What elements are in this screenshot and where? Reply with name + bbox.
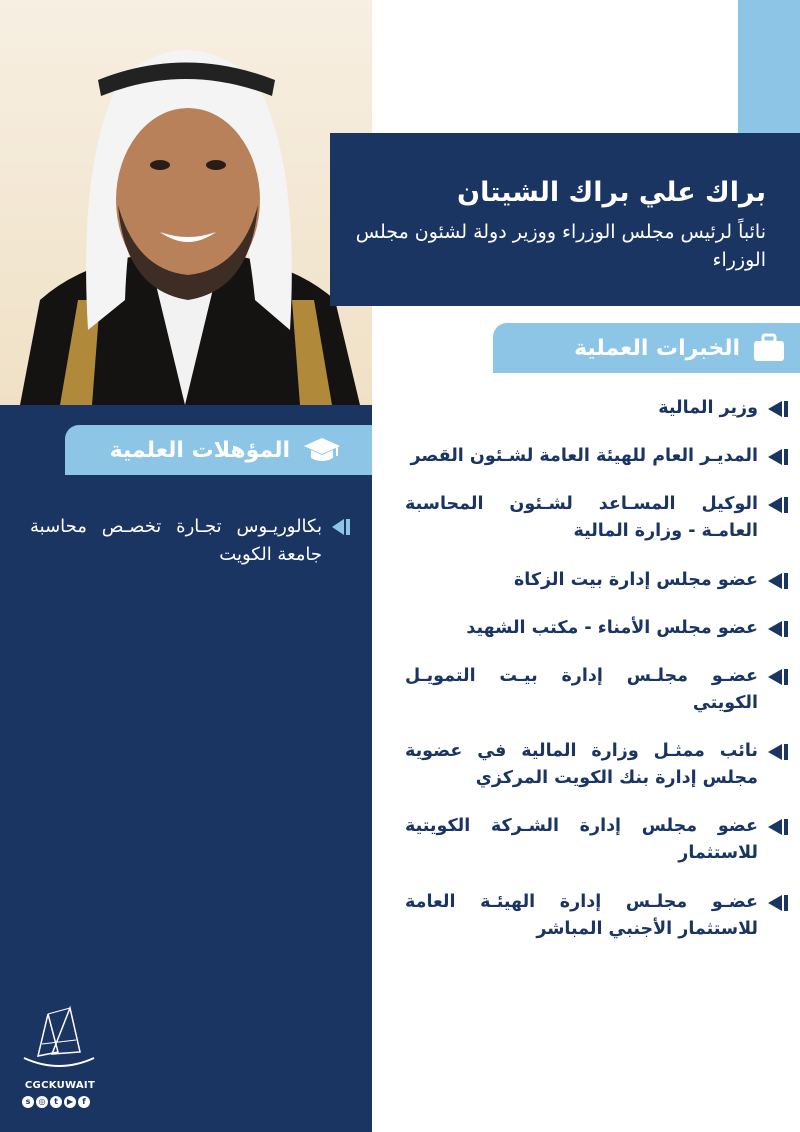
instagram-icon[interactable]: ◎ (36, 1096, 48, 1108)
triangle-bullet-icon (766, 668, 790, 686)
qualification-item: بكالوريـوس تجـارة تخصـص محاسبة جامعة الكويت (30, 516, 322, 565)
experience-header (493, 323, 800, 373)
experience-item: عضو مجلس إدارة بيت الزكاة (513, 569, 758, 590)
experience-item: عضـو مجلـس إدارة بيـت التمويـل الكويتي (405, 665, 758, 713)
graduation-cap-icon (302, 435, 342, 465)
experience-item: المديـر العام للهيئة العامة لشـئون القصر (410, 446, 758, 467)
triangle-bullet-icon (766, 894, 790, 912)
list-item (405, 813, 790, 867)
list-item (405, 443, 790, 470)
logo-text: CGCKUWAIT (24, 1080, 96, 1091)
portrait-illustration (0, 0, 372, 405)
list-item (405, 663, 790, 717)
qualifications-header (65, 425, 372, 475)
experience-item: عضـو مجلـس إدارة الهيئـة العامة للاستثمار الأجنبي المباشر (405, 891, 758, 939)
triangle-bullet-icon (766, 448, 790, 466)
snapchat-icon[interactable]: s (22, 1096, 34, 1108)
list-item (405, 491, 790, 545)
experience-item: عضو مجلس الأمناء - مكتب الشهيد (466, 617, 758, 638)
list-item (405, 889, 790, 943)
briefcase-icon (752, 333, 786, 363)
triangle-bullet-icon (766, 400, 790, 418)
triangle-bullet-icon (766, 818, 790, 836)
list-item (30, 513, 352, 569)
person-position: نائباً لرئيس مجلس الوزراء ووزير دولة لشئون مجلس الوزراء (355, 221, 766, 271)
youtube-icon[interactable]: ▶ (64, 1096, 76, 1108)
list-item (405, 738, 790, 792)
list-item (405, 567, 790, 594)
list-item (405, 395, 790, 422)
portrait-photo (0, 0, 372, 405)
triangle-bullet-icon (766, 496, 790, 514)
name-box (330, 133, 800, 306)
experience-item: الوكيل المسـاعد لشـئون المحاسبة العامـة - وزارة المالية (405, 494, 758, 542)
triangle-bullet-icon (766, 743, 790, 761)
person-name: براك علي براك الشيتان (457, 177, 766, 208)
list-item (405, 615, 790, 642)
experience-list (405, 395, 790, 964)
triangle-bullet-icon (330, 518, 352, 536)
top-accent-bar (738, 0, 800, 133)
qualifications-title: المؤهلات العلمية (109, 437, 290, 463)
cgc-logo-icon (18, 1000, 100, 1078)
experience-title: الخبرات العملية (574, 335, 740, 361)
experience-item: وزير المالية (658, 398, 758, 418)
social-links (22, 1096, 90, 1108)
triangle-bullet-icon (766, 620, 790, 638)
experience-item: عضو مجلس إدارة الشـركة الكويتية للاستثمار (405, 816, 758, 864)
facebook-icon[interactable]: f (78, 1096, 90, 1108)
triangle-bullet-icon (766, 572, 790, 590)
experience-item: نائب ممثـل وزارة المالية في عضوية مجلس إدارة بنك الكويت المركزي (405, 741, 758, 789)
twitter-icon[interactable]: t (50, 1096, 62, 1108)
